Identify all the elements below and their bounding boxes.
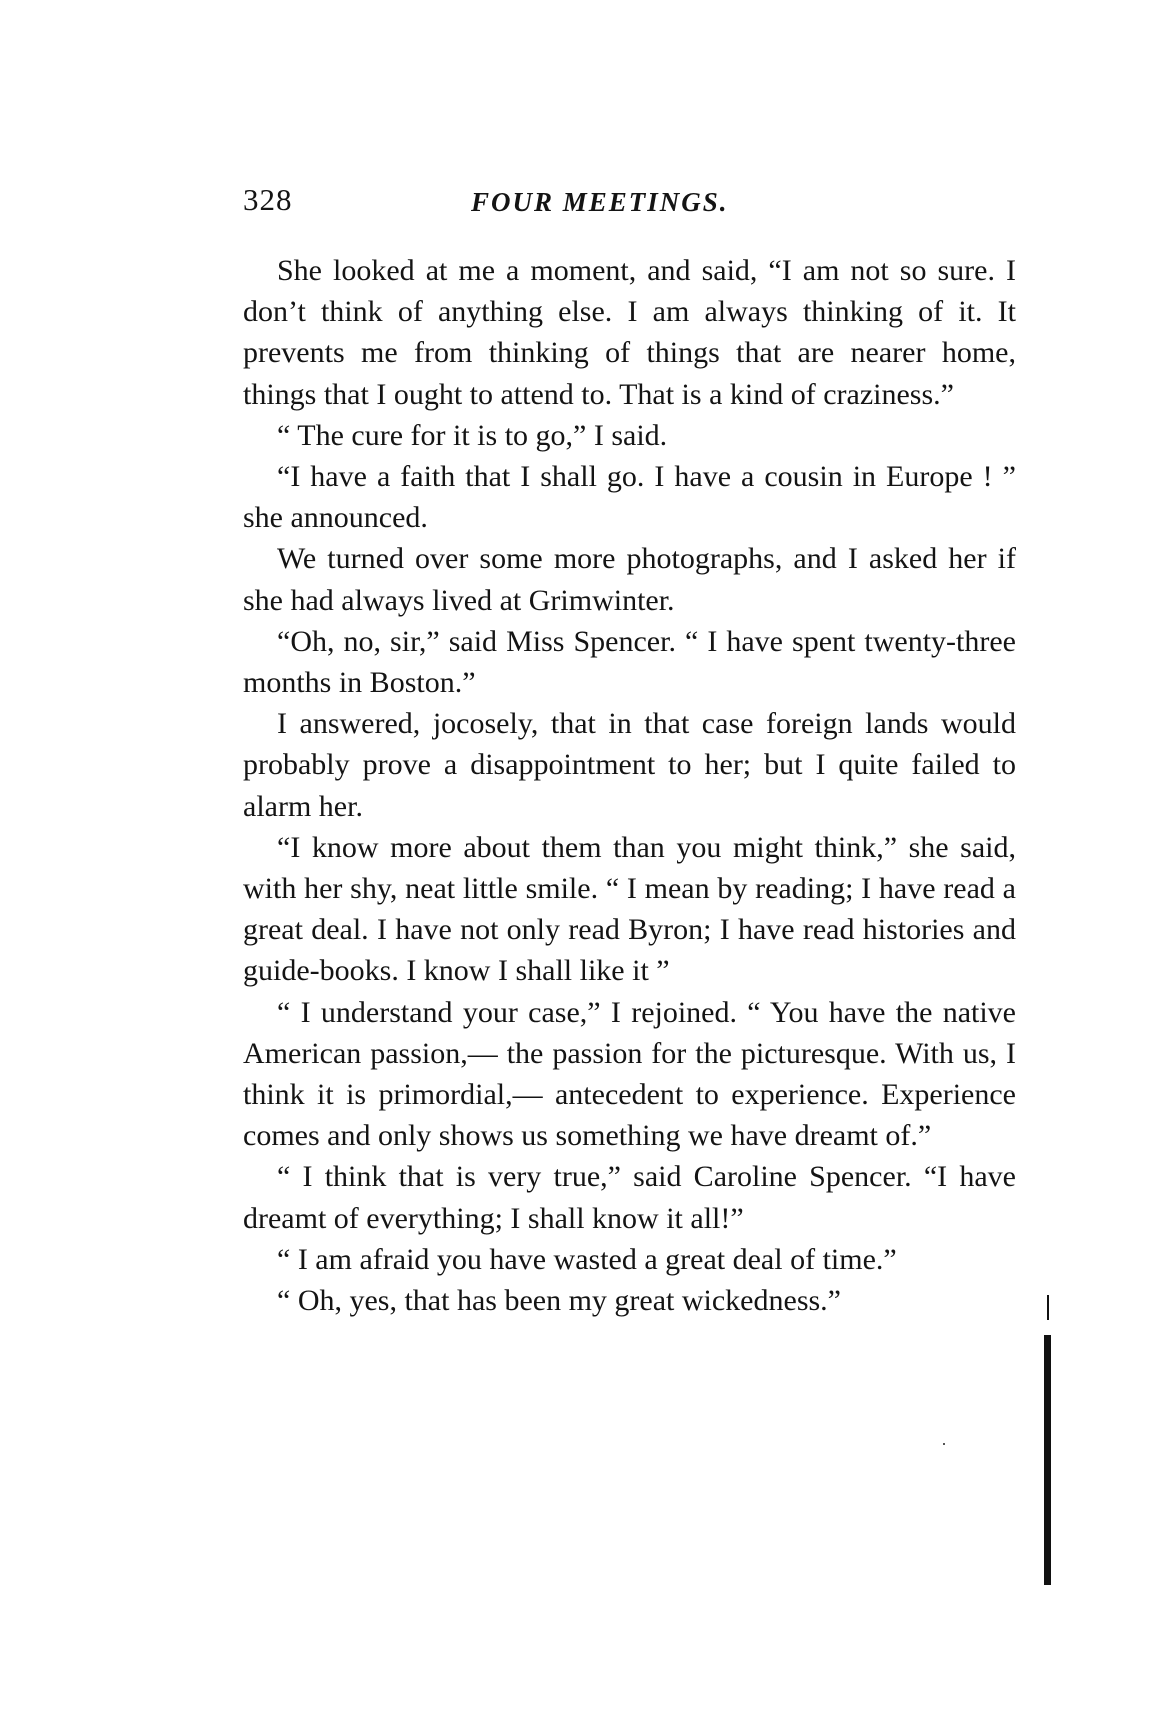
paragraph: “ The cure for it is to go,” I said. — [277, 418, 668, 452]
body-text — [243, 250, 1016, 1321]
paragraph: I answered, jocosely, that in that case foreign lands would probably prove a disappointment to her; but I quite failed to alarm her. — [243, 707, 1016, 823]
paragraph: “ Oh, yes, that has been my great wickedness.” — [277, 1284, 841, 1318]
page-number: 328 — [243, 182, 293, 217]
scan-speck — [943, 1443, 945, 1445]
paragraph: “ I understand your case,” I rejoined. “ You have the native American passion,— the passion for the picturesque. With us, I think it is primordial,— antecedent to experience. Experience comes and only shows us something we have dreamt of.” — [243, 995, 1016, 1153]
paragraph: She looked at me a moment, and said, “I am not so sure. I don’t think of anything else. I am always thinking of it. It prevents me from thinking of things that are nearer home, things that I ought to attend to. That is a kind of craziness.” — [243, 254, 1016, 411]
paragraph: “ I think that is very true,” said Caroline Spencer. “I have dreamt of everything; I shall know it all!” — [243, 1160, 1016, 1235]
paragraph: “ I am afraid you have wasted a great deal of time.” — [277, 1242, 897, 1276]
paragraph: “Oh, no, sir,” said Miss Spencer. “ I have spent twenty-three months in Boston.” — [243, 624, 1016, 700]
scan-margin-mark — [1044, 1335, 1051, 1585]
paragraph: “I have a faith that I shall go. I have a cousin in Europe ! ” she announced. — [243, 460, 1016, 535]
scan-margin-mark-top — [1047, 1295, 1049, 1320]
page-header — [243, 180, 1016, 228]
paragraph: We turned over some more photographs, and I asked her if she had always lived at Grimwinter. — [243, 542, 1016, 617]
paragraph: “I know more about them than you might think,” she said, with her shy, neat little smile. “ I mean by reading; I have read a great deal. I have not only read Byron; I have read histories and guide-books. I know I shall like it ” — [243, 830, 1016, 988]
running-head: FOUR MEETINGS. — [471, 187, 729, 217]
